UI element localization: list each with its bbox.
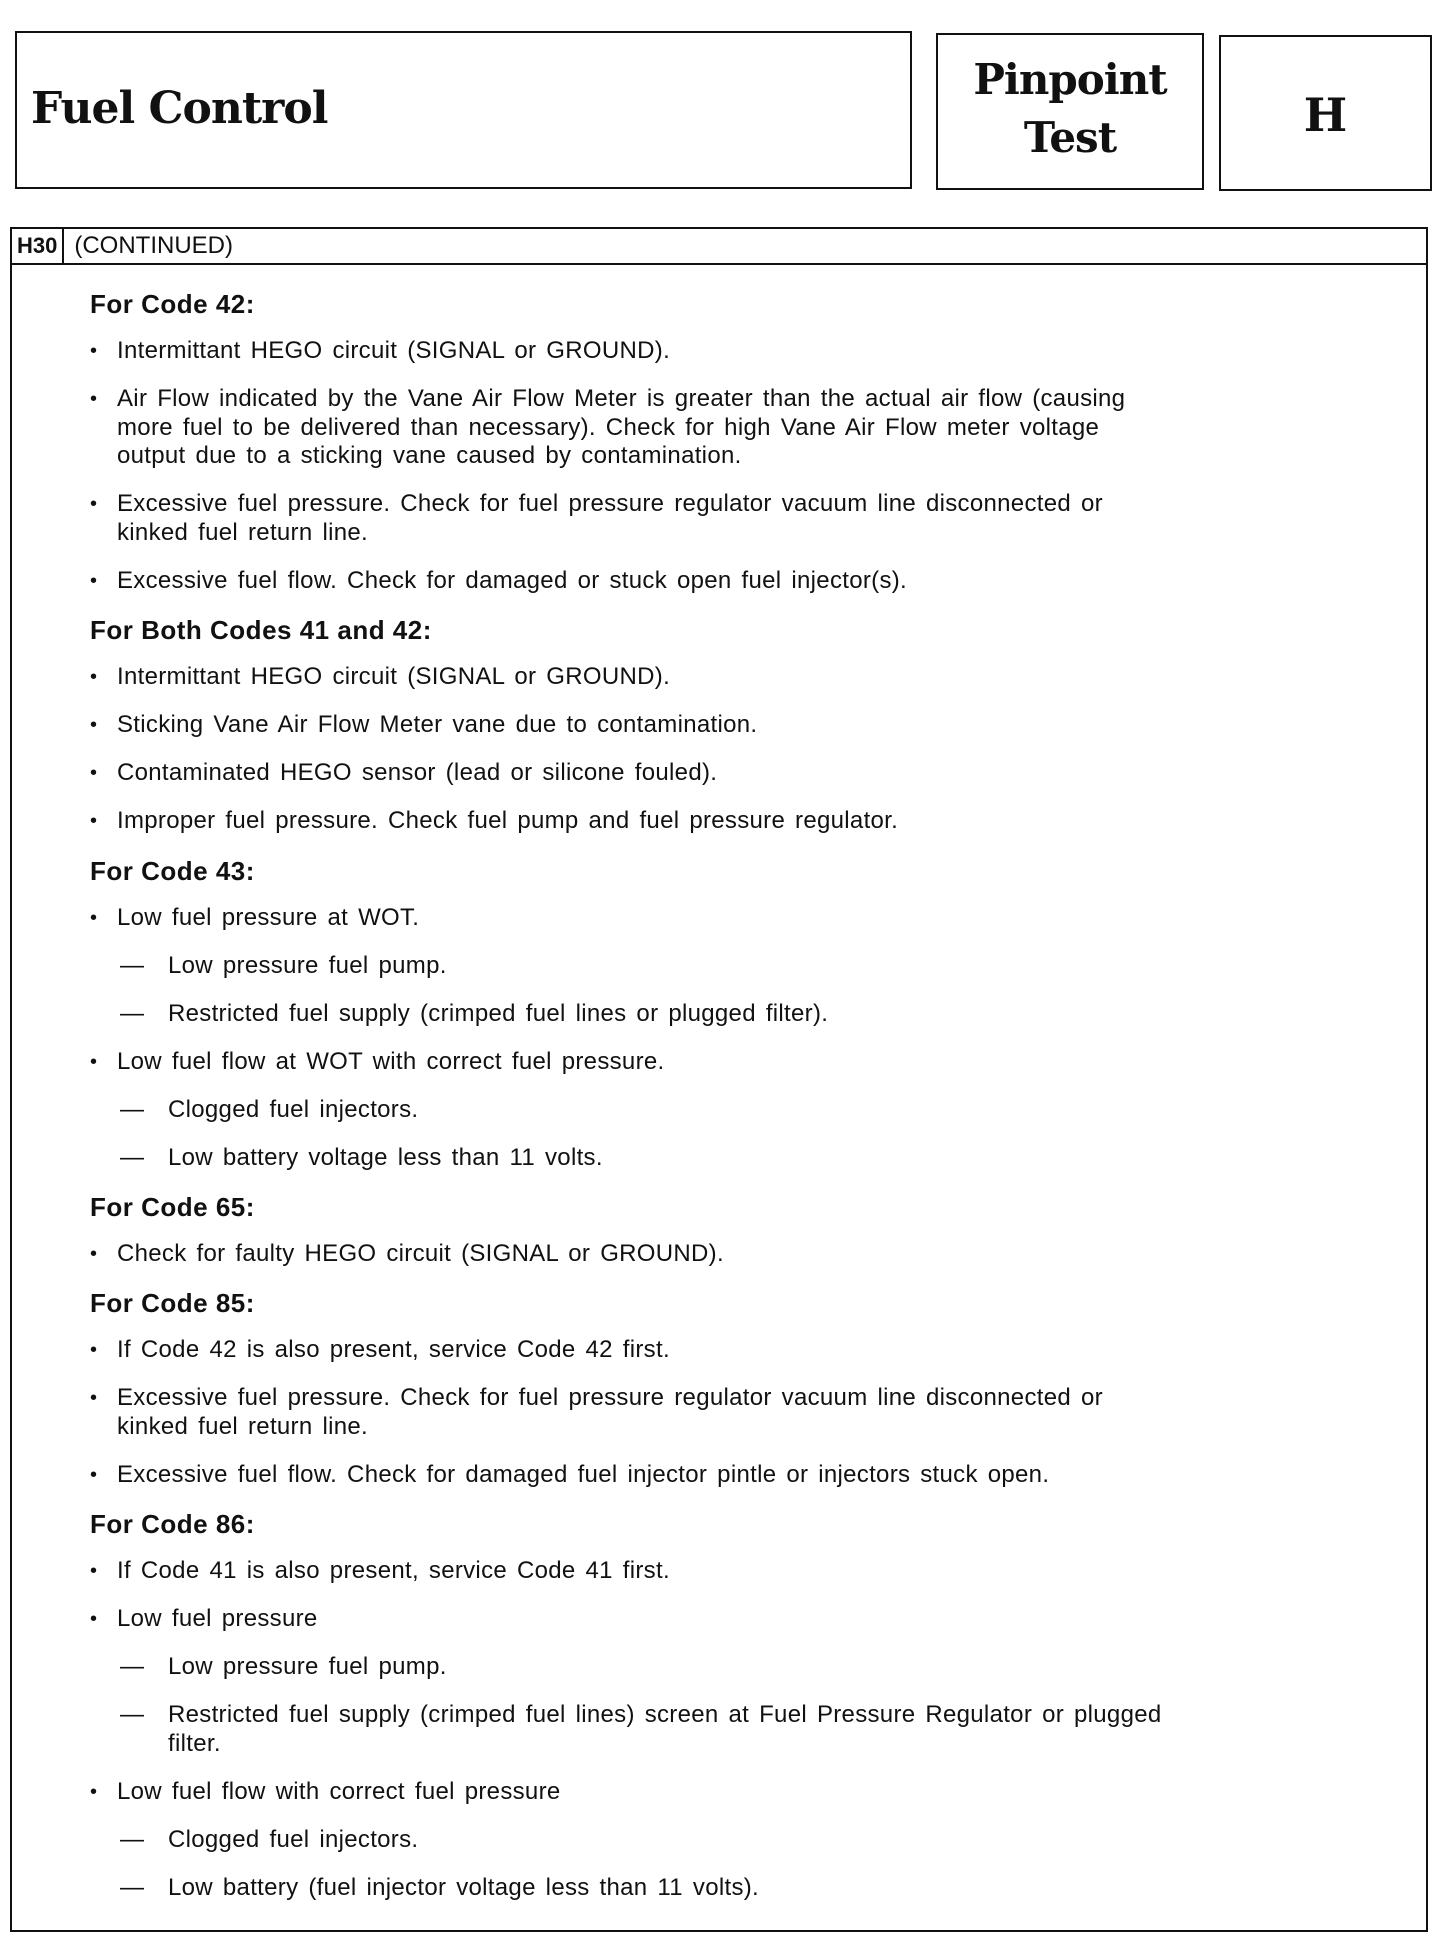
item-text-line: Low fuel flow with correct fuel pressure (117, 1778, 561, 1806)
section-letter: H (1303, 88, 1348, 142)
sub-item (12, 1653, 1426, 1682)
sub-item (12, 1096, 1426, 1125)
sub-item (12, 1874, 1426, 1903)
test-type-line2: Test (1023, 113, 1117, 162)
code-heading: For Code 65: (90, 1192, 255, 1223)
sub-item (12, 1701, 1426, 1758)
step-title: (CONTINUED) (74, 232, 234, 259)
bullet-item (12, 385, 1426, 471)
item-text-line: Low battery voltage less than 11 volts. (168, 1144, 603, 1171)
bullet-icon: • (90, 570, 98, 593)
bullet-item (12, 490, 1426, 547)
dash-icon: — (120, 1874, 145, 1902)
dash-icon: — (120, 1095, 145, 1123)
bullet-item (12, 711, 1426, 740)
item-text-line: Air Flow indicated by the Vane Air Flow Meter is greater than the actual air flow (causing (117, 385, 1126, 413)
dash-icon: — (120, 999, 145, 1027)
item-text-line: Low battery (fuel injector voltage less than 11 volts). (168, 1874, 759, 1902)
bullet-icon: • (90, 714, 98, 737)
section-letter-box (1219, 35, 1432, 191)
step-content (12, 289, 1426, 1922)
bullet-item (12, 567, 1426, 596)
item-text-line: Low fuel pressure at WOT. (117, 903, 420, 931)
item-text-line: Low fuel pressure (117, 1605, 318, 1633)
bullet-icon: • (90, 1608, 98, 1631)
item-text-line: kinked fuel return line. (117, 518, 368, 546)
item-text-line: Contaminated HEGO sensor (lead or silicone fouled). (117, 759, 718, 787)
dash-icon: — (120, 1653, 145, 1681)
bullet-item (12, 663, 1426, 692)
bullet-item (12, 1048, 1426, 1077)
item-text-line: Low pressure fuel pump. (168, 951, 447, 979)
bullet-item (12, 1605, 1426, 1634)
bullet-icon: • (90, 1243, 98, 1266)
item-text-line: Restricted fuel supply (crimped fuel lines) screen at Fuel Pressure Regulator or plugged (168, 1701, 1162, 1729)
bullet-icon: • (90, 1387, 98, 1410)
test-type-box (936, 33, 1204, 190)
bullet-item (12, 1240, 1426, 1269)
item-text-line: If Code 41 is also present, service Code 41 first. (117, 1557, 670, 1585)
item-text-line: Low fuel flow at WOT with correct fuel pressure. (117, 1047, 665, 1075)
code-heading: For Code 86: (90, 1509, 255, 1540)
bullet-icon: • (90, 493, 98, 516)
bullet-item (12, 807, 1426, 836)
test-step-section (10, 227, 1428, 1932)
step-id: H30 (12, 229, 64, 263)
item-text-line: Excessive fuel flow. Check for damaged fuel injector pintle or injectors stuck open. (117, 1460, 1050, 1488)
item-text-line: Restricted fuel supply (crimped fuel lines or plugged filter). (168, 999, 829, 1027)
sub-item (12, 1826, 1426, 1855)
dash-icon: — (120, 951, 145, 979)
test-type-line1: Pinpoint (973, 55, 1167, 104)
dash-icon: — (120, 1144, 145, 1171)
bullet-icon: • (90, 1339, 98, 1362)
bullet-item (12, 1336, 1426, 1365)
section-header (12, 229, 1426, 265)
bullet-icon: • (90, 1560, 98, 1583)
code-heading: For Code 85: (90, 1288, 255, 1319)
bullet-icon: • (90, 1050, 98, 1073)
bullet-item (12, 904, 1426, 933)
bullet-icon: • (90, 1781, 98, 1804)
item-text-line: Clogged fuel injectors. (168, 1826, 419, 1854)
dash-icon: — (120, 1826, 145, 1854)
bullet-item (12, 759, 1426, 788)
item-text-line: Low pressure fuel pump. (168, 1653, 447, 1681)
bullet-icon: • (90, 388, 98, 411)
title-box (15, 31, 912, 189)
item-text-line: more fuel to be delivered than necessary). Check for high Vane Air Flow meter voltage (117, 413, 1100, 441)
item-text-line: Excessive fuel pressure. Check for fuel pressure regulator vacuum line disconnected or (117, 1384, 1103, 1412)
code-heading: For Both Codes 41 and 42: (90, 615, 432, 646)
item-text-line: output due to a sticking vane caused by contamination. (117, 442, 742, 470)
bullet-item (12, 1461, 1426, 1490)
item-text-line: Clogged fuel injectors. (168, 1095, 419, 1123)
sub-item (12, 952, 1426, 981)
page-title: Fuel Control (31, 83, 328, 134)
item-text-line: kinked fuel return line. (117, 1412, 368, 1440)
bullet-item (12, 337, 1426, 366)
sub-item (12, 1144, 1426, 1173)
item-text-line: Check for faulty HEGO circuit (SIGNAL or GROUND). (117, 1240, 724, 1268)
bullet-icon: • (90, 906, 98, 929)
dash-icon: — (120, 1701, 145, 1729)
sub-item (12, 1000, 1426, 1029)
item-text-line: If Code 42 is also present, service Code 42 first. (117, 1336, 670, 1364)
item-text-line: filter. (168, 1729, 221, 1757)
item-text-line: Excessive fuel flow. Check for damaged or stuck open fuel injector(s). (117, 567, 908, 595)
bullet-icon: • (90, 810, 98, 833)
code-heading: For Code 43: (90, 855, 255, 886)
bullet-icon: • (90, 762, 98, 785)
code-heading: For Code 42: (90, 289, 255, 319)
bullet-item (12, 1384, 1426, 1441)
bullet-item (12, 1778, 1426, 1807)
bullet-icon: • (90, 1463, 98, 1486)
bullet-item (12, 1557, 1426, 1586)
item-text-line: Improper fuel pressure. Check fuel pump and fuel pressure regulator. (117, 807, 899, 835)
bullet-icon: • (90, 340, 98, 362)
item-text-line: Intermittant HEGO circuit (SIGNAL or GROUND). (117, 337, 671, 364)
item-text-line: Sticking Vane Air Flow Meter vane due to contamination. (117, 711, 758, 739)
item-text-line: Excessive fuel pressure. Check for fuel pressure regulator vacuum line disconnected or (117, 490, 1103, 518)
item-text-line: Intermittant HEGO circuit (SIGNAL or GROUND). (117, 663, 671, 691)
bullet-icon: • (90, 666, 98, 689)
